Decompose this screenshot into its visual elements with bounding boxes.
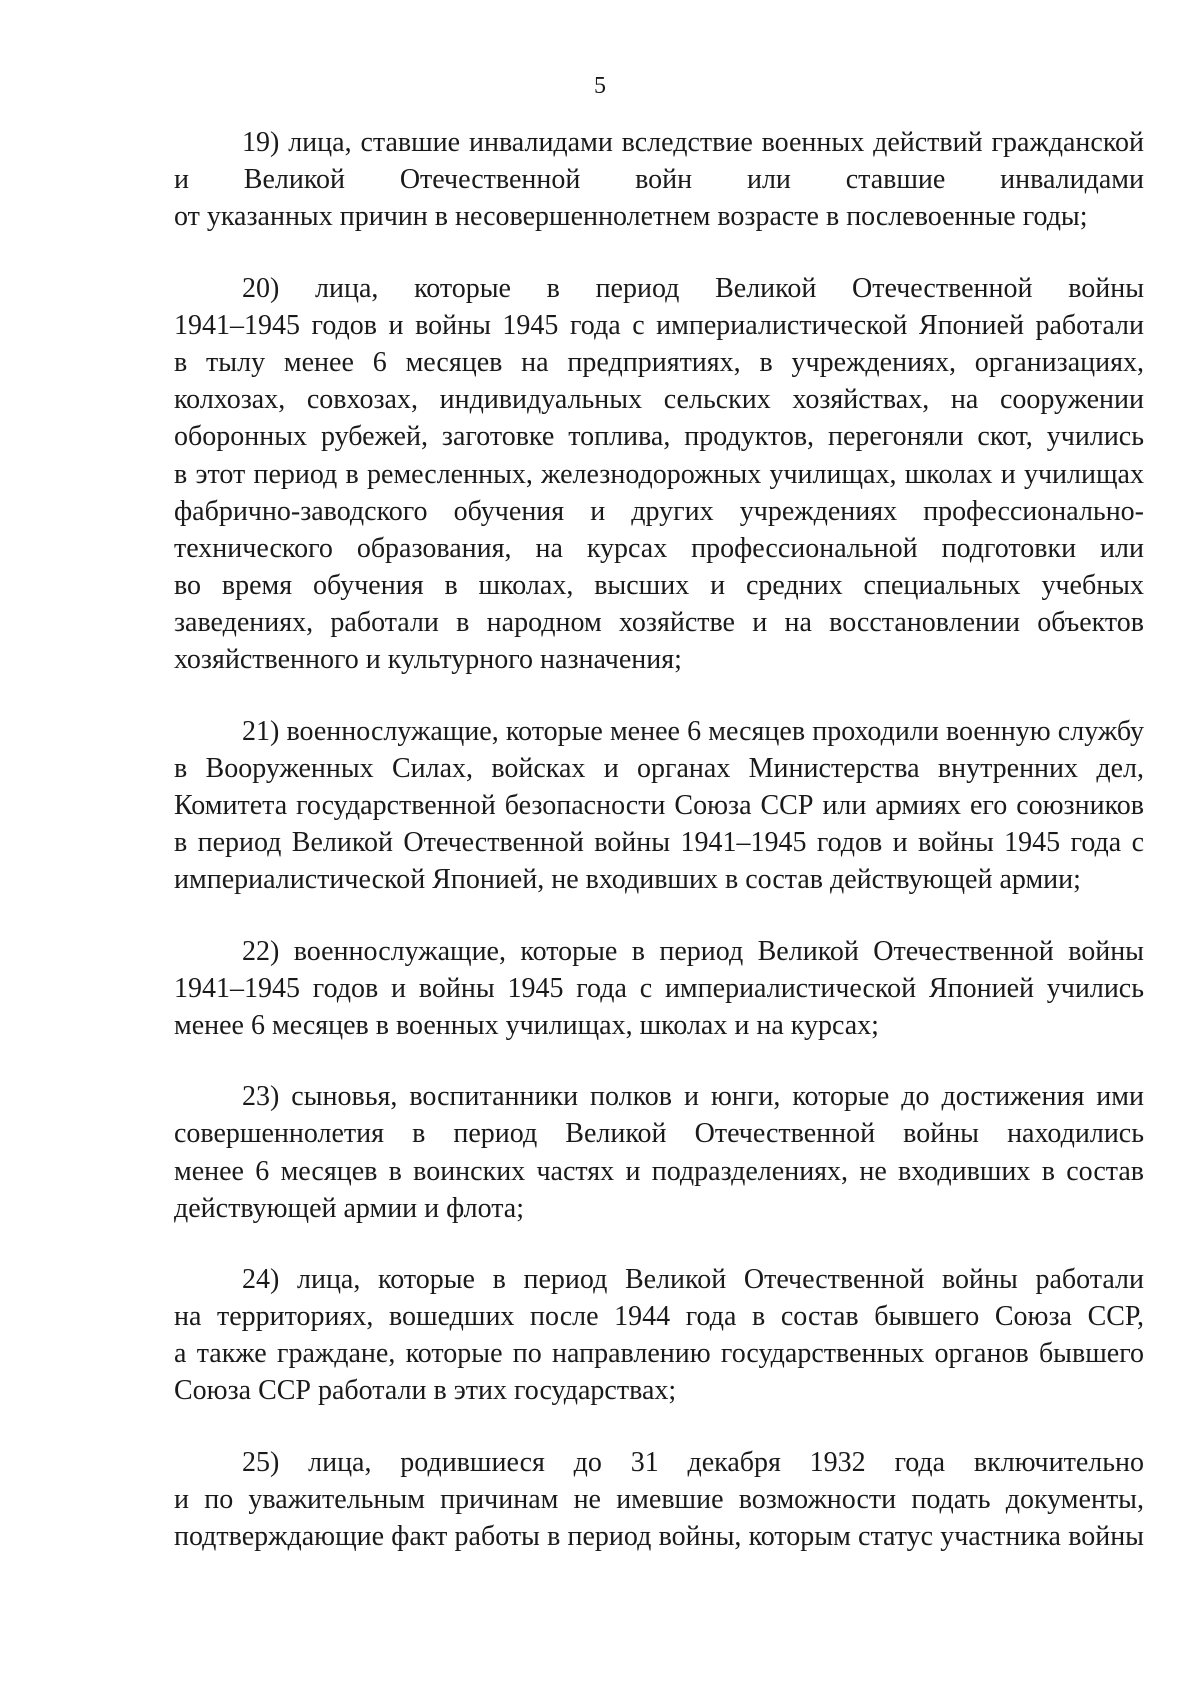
paragraph-line: в Вооруженных Силах, войсках и органах Министерства внутренних дел, [174, 752, 1144, 784]
paragraph-item-21 [174, 713, 1144, 899]
paragraph-line: от указанных причин в несовершеннолетнем возрасте в послевоенные годы; [174, 201, 1088, 233]
paragraph-line: менее 6 месяцев в военных училищах, школах и на курсах; [174, 1009, 879, 1041]
paragraph-line: 22) военнослужащие, которые в период Великой Отечественной войны [242, 935, 1144, 967]
paragraph-line: 25) лица, родившиеся до 31 декабря 1932 года включительно [242, 1446, 1144, 1478]
paragraph-line: колхозах, совхозах, индивидуальных сельских хозяйствах, на сооружении [174, 384, 1144, 416]
paragraph-line: в период Великой Отечественной войны 1941–1945 годов и войны 1945 года с [174, 827, 1144, 859]
paragraph-item-22 [174, 933, 1144, 1045]
paragraph-line: 21) военнослужащие, которые менее 6 месяцев проходили военную службу [242, 715, 1144, 747]
paragraph-line: менее 6 месяцев в воинских частях и подразделениях, не входивших в состав [174, 1155, 1144, 1187]
paragraph-line: 24) лица, которые в период Великой Отечественной войны работали [242, 1263, 1144, 1295]
paragraph-line: на территориях, вошедших после 1944 года в состав бывшего Союза ССР, [174, 1301, 1144, 1333]
paragraph-line: 20) лица, которые в период Великой Отечественной войны [242, 272, 1144, 304]
paragraph-item-20 [174, 270, 1144, 679]
page-number: 5 [594, 73, 606, 99]
paragraph-line: действующей армии и флота; [174, 1192, 524, 1224]
paragraph-line: хозяйственного и культурного назначения; [174, 644, 682, 676]
paragraph-item-19 [174, 124, 1144, 236]
paragraph-line: а также граждане, которые по направлению государственных органов бывшего [174, 1338, 1144, 1370]
paragraph-line: и Великой Отечественной войн или ставшие инвалидами [174, 164, 1144, 196]
paragraph-item-23 [174, 1078, 1144, 1227]
paragraph-line: Союза ССР работали в этих государствах; [174, 1375, 677, 1407]
paragraph-line: Комитета государственной безопасности Союза ССР или армиях его союзников [174, 790, 1144, 821]
paragraph-item-25 [174, 1444, 1144, 1556]
paragraph-line: фабрично-заводского обучения и других учреждениях профессионально- [174, 495, 1144, 527]
paragraph-line: во время обучения в школах, высших и средних специальных учебных [174, 570, 1144, 602]
paragraph-line: империалистической Японией, не входивших в состав действующей армии; [174, 864, 1081, 896]
paragraph-line: подтверждающие факт работы в период войны, которым статус участника войны [174, 1521, 1144, 1552]
paragraph-line: заведениях, работали в народном хозяйстве и на восстановлении объектов [174, 607, 1144, 639]
paragraph-line: 1941–1945 годов и войны 1945 года с империалистической Японией работали [174, 309, 1144, 341]
paragraph-line: в этот период в ремесленных, железнодорожных училищах, школах и училищах [174, 458, 1144, 490]
paragraph-line: совершеннолетия в период Великой Отечественной войны находились [174, 1118, 1144, 1150]
paragraph-item-24 [174, 1261, 1144, 1410]
paragraph-line: 1941–1945 годов и войны 1945 года с империалистической Японией учились [174, 972, 1144, 1004]
paragraph-line: 19) лица, ставшие инвалидами вследствие военных действий гражданской [242, 127, 1144, 158]
paragraph-line: технического образования, на курсах профессиональной подготовки или [174, 532, 1144, 564]
paragraph-line: оборонных рубежей, заготовке топлива, продуктов, перегоняли скот, учились [174, 421, 1144, 453]
document-body [174, 124, 1144, 1589]
paragraph-line: и по уважительным причинам не имевшие возможности подать документы, [174, 1483, 1144, 1515]
paragraph-line: 23) сыновья, воспитанники полков и юнги, которые до достижения ими [242, 1081, 1144, 1113]
paragraph-line: в тылу менее 6 месяцев на предприятиях, в учреждениях, организациях, [174, 346, 1144, 378]
